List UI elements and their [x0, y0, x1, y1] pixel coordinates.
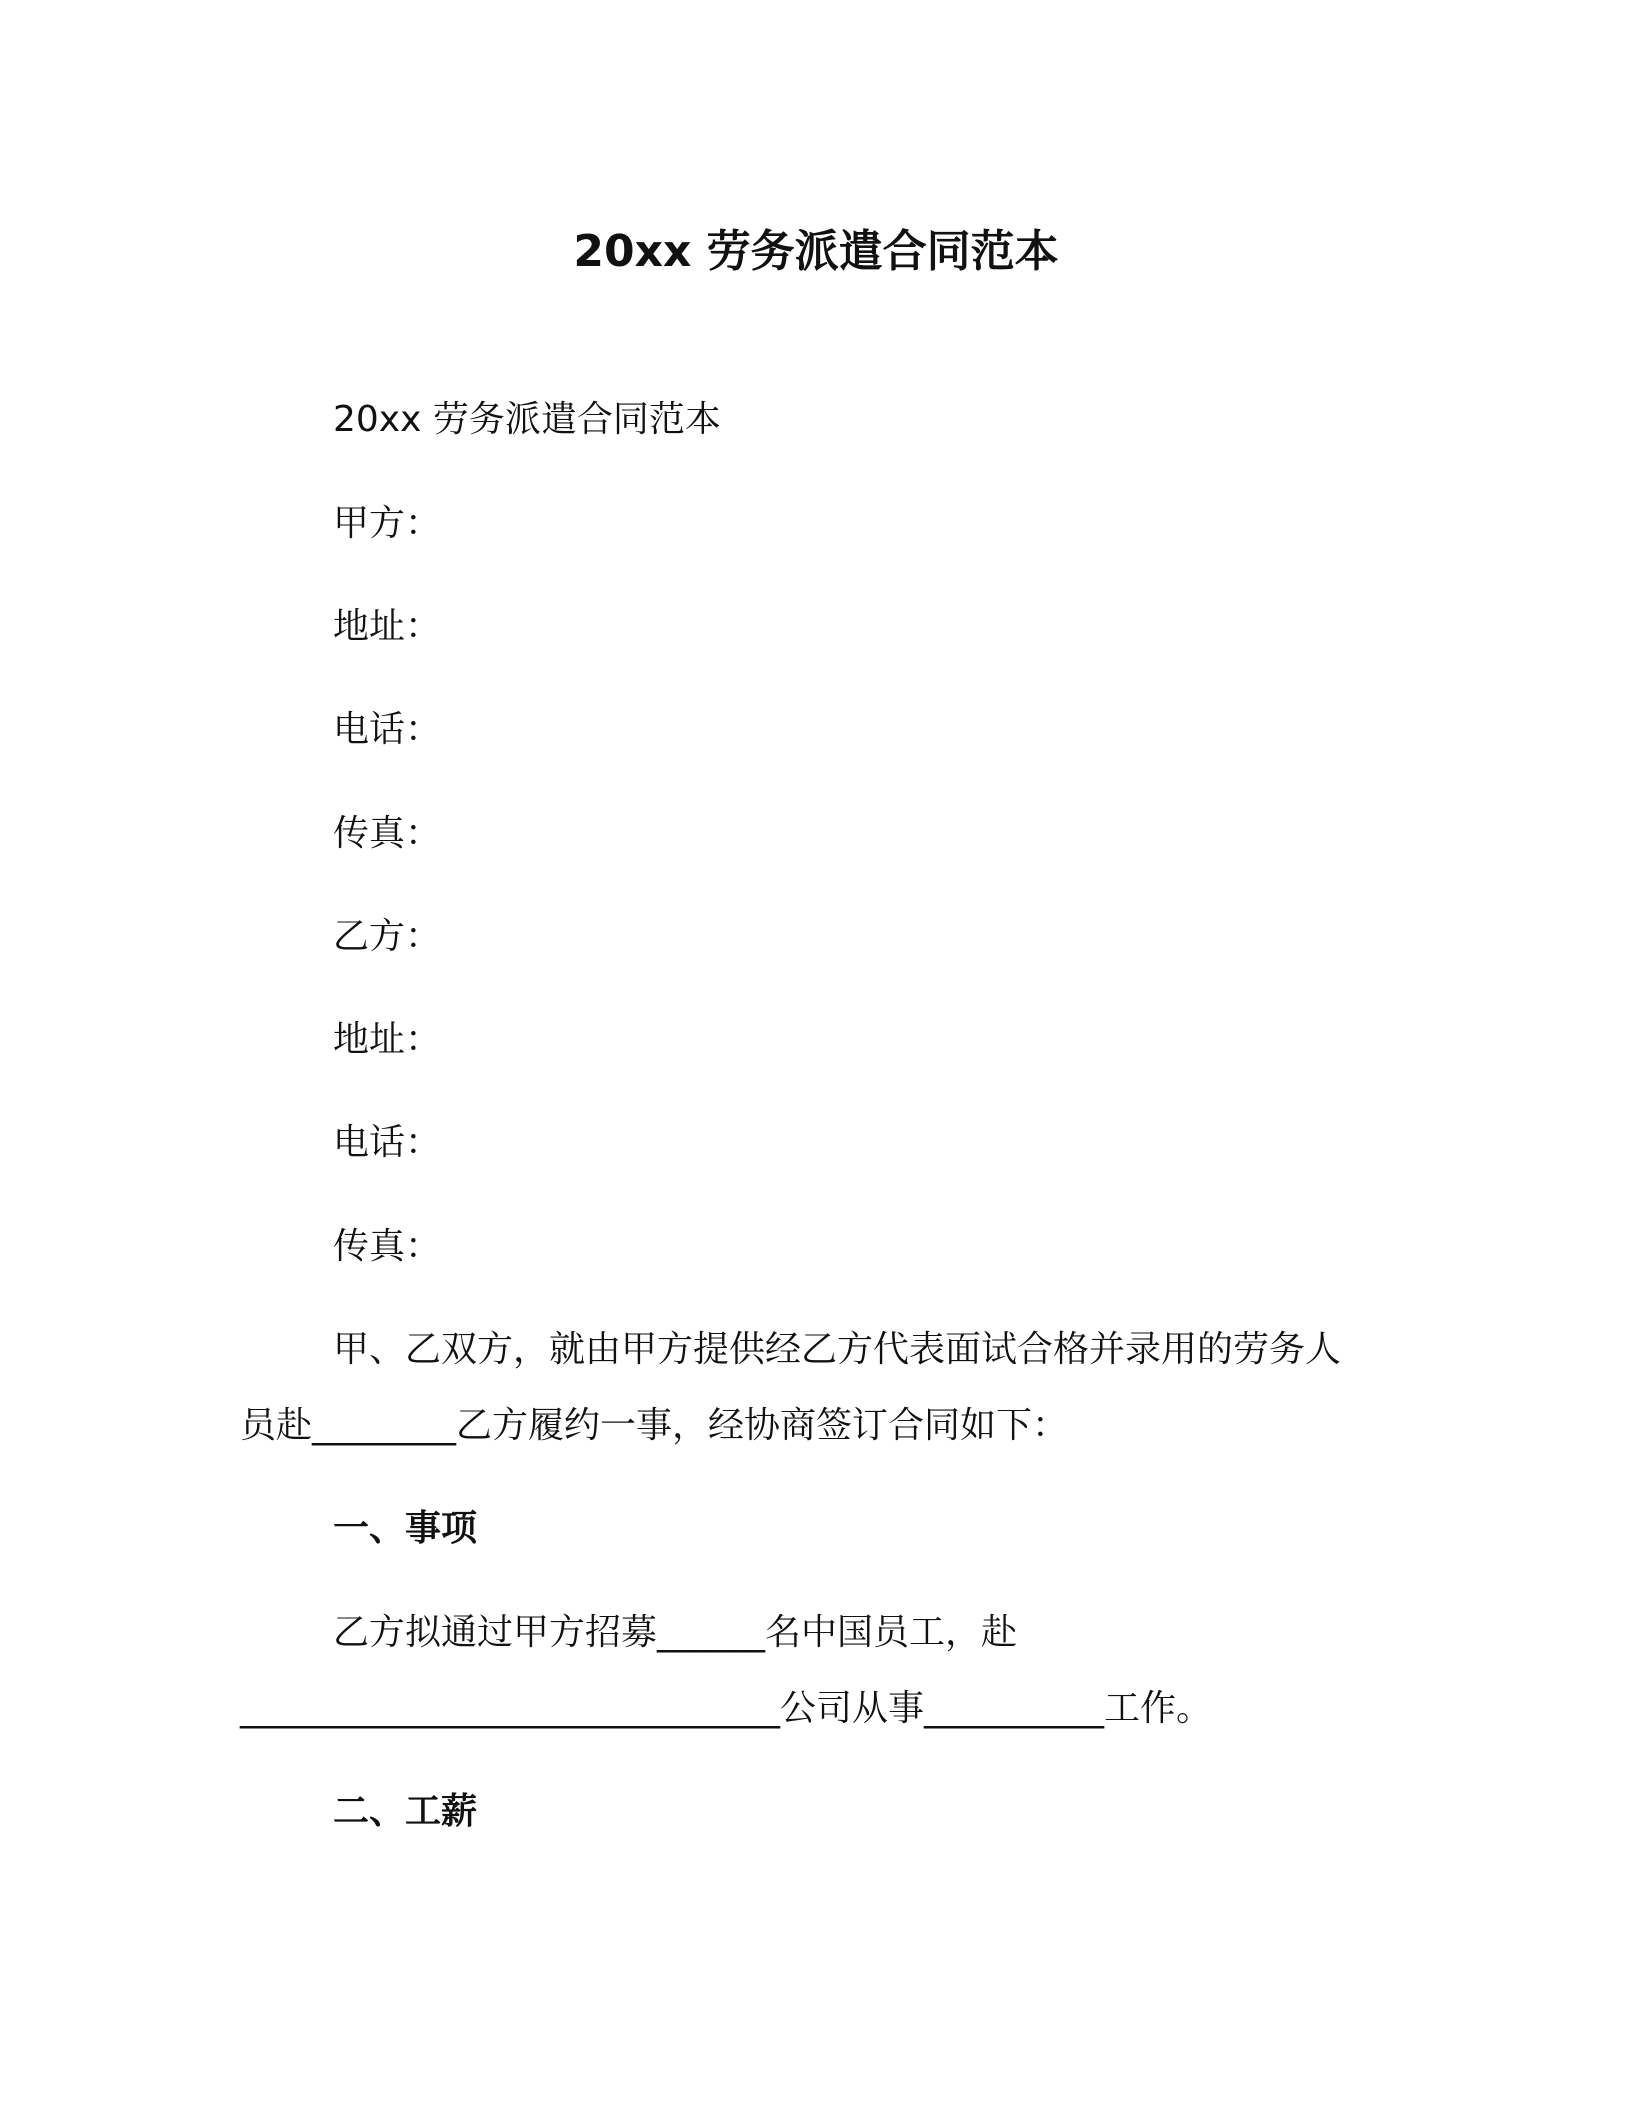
party-a-fax-label: 传真： — [333, 813, 442, 854]
party-a-phone-label: 电话： — [333, 709, 442, 750]
party-a-label: 甲方： — [333, 503, 442, 544]
party-b-address-label: 地址： — [333, 1019, 442, 1060]
section1-paragraph-line-1: 乙方拟通过甲方招募______名中国员工，赴 — [333, 1612, 1018, 1653]
party-b-phone-label: 电话： — [333, 1122, 442, 1163]
party-b-label: 乙方： — [333, 916, 442, 957]
document-subtitle: 20xx 劳务派遣合同范本 — [333, 399, 721, 440]
section-heading-matters: 一、事项 — [333, 1508, 478, 1549]
intro-paragraph-line-1: 甲、乙双方，就由甲方提供经乙方代表面试合格并录用的劳务人 — [333, 1329, 1342, 1370]
section1-paragraph-line-2: ______________________________公司从事__________工作。 — [240, 1688, 1213, 1729]
party-a-address-label: 地址： — [333, 606, 442, 647]
party-b-fax-label: 传真： — [333, 1226, 442, 1267]
intro-paragraph-line-2: 员赴________乙方履约一事，经协商签订合同如下： — [240, 1405, 1069, 1446]
document-title: 20xx 劳务派遣合同范本 — [573, 226, 1059, 277]
section-heading-salary: 二、工薪 — [333, 1791, 478, 1832]
